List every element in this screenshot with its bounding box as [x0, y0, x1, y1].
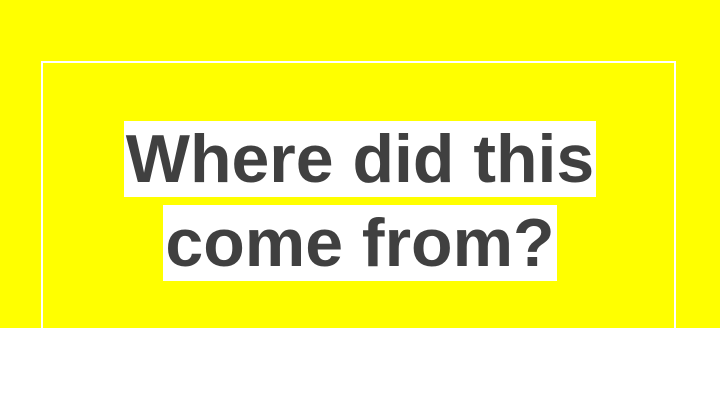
slide-title: [0, 117, 720, 285]
title-line-2: come from?: [165, 205, 555, 281]
title-line-1: Where did this: [125, 121, 595, 197]
